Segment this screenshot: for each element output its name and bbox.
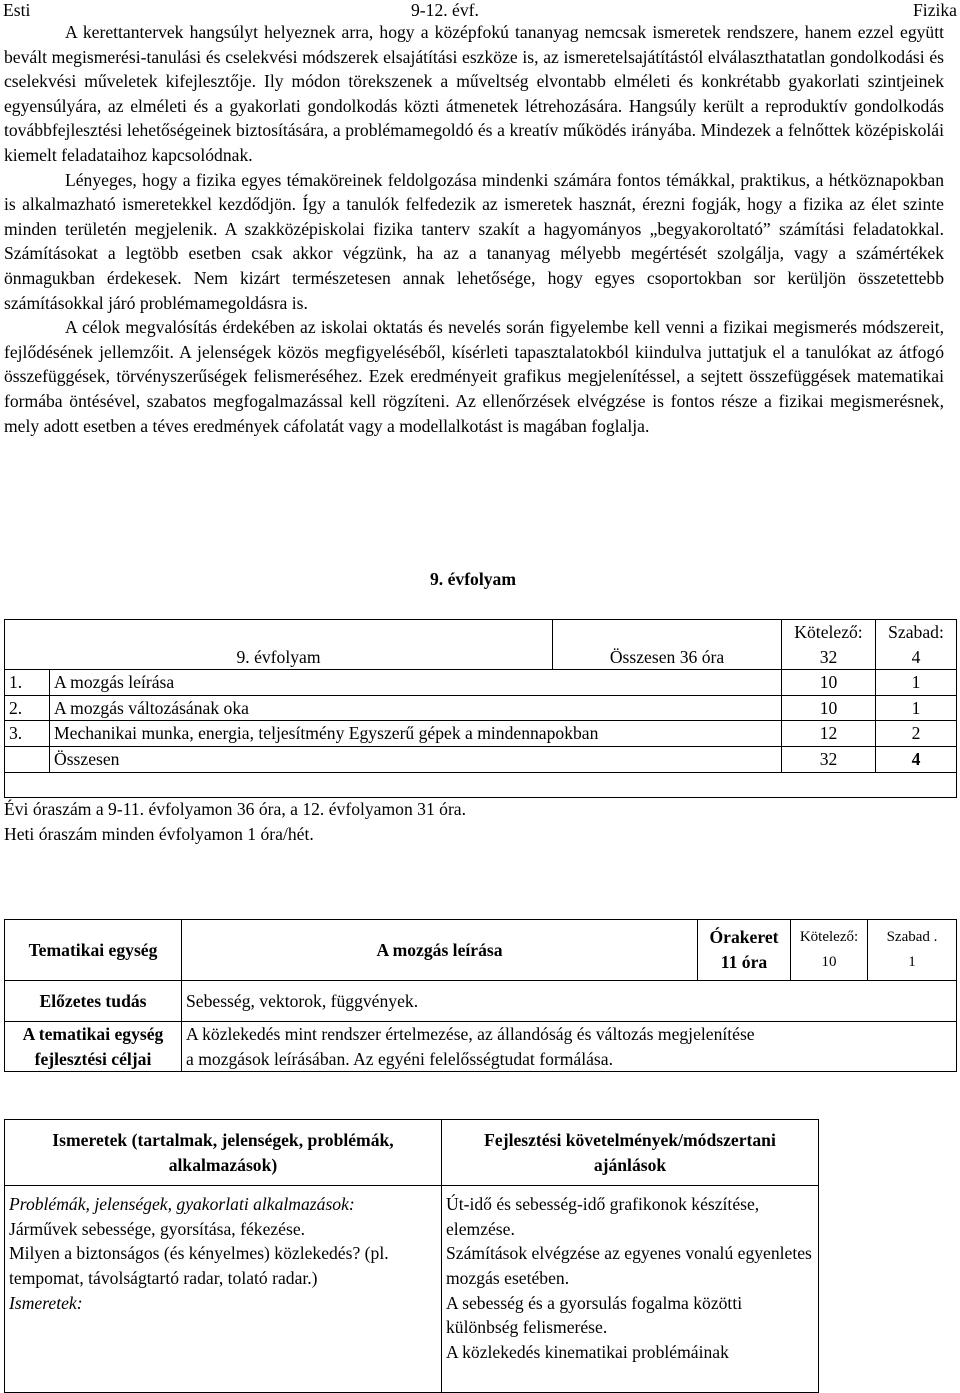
paragraph: Lényeges, hogy a fizika egyes témaköreinek feldolgozása mindenki számára fontos témákkal, praktikus, a hétköznapokban is alkalmazható ismeretekkel kezdődjön. Így a tanulók felfedezik az ismeretek hasznát, érezni fogják, hogy a fizika az élet szinte minden területén megjelenik. A szakközépiskolai fizika tanterv szakít a hagyományos „begyakoroltató” számítási feladatokkal. Számításokat a legtöbb esetben csak akkor végzünk, ha az a tananyag mélyebb megértését szolgálja, vagy a számértékek önmagukban érdekesek. Nem kizárt természetesen annak lehetősége, hogy egyes csoportokban sor kerüljön összetettebb számításokkal járó problémamegoldásra is.: [4, 169, 944, 313]
col1-content: Problémák, jelenségek, gyakorlati alkalmazások: Járművek sebessége, gyorsítása, fékezése. Milyen a biztonságos (és kényelmes) közlekedés? (pl. tempomat, távolságtartó radar, tolató radar.) Ismeretek:: [5, 1186, 442, 1393]
prior-row: [5, 981, 957, 1022]
hours-cell: Órakeret 11 óra: [698, 920, 791, 981]
grade-cell: 9. évfolyam: [5, 620, 553, 670]
notes: [4, 797, 466, 846]
section-title: 9. évfolyam: [430, 569, 516, 589]
header-middle: 9-12. évf.: [411, 0, 479, 20]
unit-table: [4, 919, 957, 1072]
note-line: Heti óraszám minden évfolyamon 1 óra/hét.: [4, 823, 314, 844]
mandatory-cell: Kötelező: 10: [791, 920, 868, 981]
hours-table-header: [5, 620, 957, 670]
table-row: 2. A mozgás változásának oka 10 1: [5, 695, 957, 721]
content-row: [5, 1186, 819, 1393]
sum-row: Összesen 32 4: [5, 746, 957, 772]
hours-table: [4, 619, 957, 798]
col1-header: Ismeretek (tartalmak, jelenségek, problémák, alkalmazások): [5, 1120, 442, 1186]
paragraph: A kerettantervek hangsúlyt helyeznek arra, hogy a középfokú tananyag nemcsak ismeretek rendszere, hanem ezzel együtt bevált megismerési-tanulási és cselekvési módszerek elsajátítási eszköze is, az ismeretelsajátítástól elválaszthatatlan gondolkodási és cselekvési műveletek kifejlesztője. Ily módon törekszenek a műveltség elvontabb elméleti és konkrétabb gyakorlati szintjeinek egyensúlyára, az elméleti és a gyakorlati gondolkodás közti átmenetek létrehozására. Hangsúly került a reproduktív gondolkodás továbbfejlesztési lehetőségeinek biztosítására, a problémamegoldó és a kreatív működés irányába. Mindezek a felnőttek középiskolái kiemelt feladataihoz kapcsolódnak.: [4, 22, 944, 165]
total-cell: Összesen 36 óra: [553, 620, 782, 670]
unit-label: Tematikai egység: [5, 920, 182, 981]
prior-label: Előzetes tudás: [5, 981, 182, 1022]
free-cell: Szabad . 1: [868, 920, 957, 981]
intro-text: [4, 20, 944, 438]
content-header-row: [5, 1120, 819, 1186]
header-left: Esti: [3, 0, 31, 20]
mandatory-header-cell: Kötelező: 32: [782, 620, 876, 670]
header-right: Fizika: [913, 0, 957, 20]
goals-value: A közlekedés mint rendszer értelmezése, az állandóság és változás megjelenítése a mozgások leírásában. Az egyéni felelősségtudat formálása.: [182, 1022, 957, 1072]
empty-row: [5, 772, 957, 797]
paragraph: A célok megvalósítás érdekében az iskolai oktatás és nevelés során figyelembe kell venni a fizikai megismerés módszereit, fejlődésének jellemzőit. A jelenségek közös megfigyeléséből, kísérleti tapasztalatokból kiindulva juttatjuk el a tanulókat az átfogó összefüggések, törvényszerűségek felismeréséhez. Ezek eredményeit grafikus megjelenítéssel, a sejtett összefüggések matematikai formába öntésével, szabatos megfogalmazással kell rögzíteni. Az ellenőrzések elvégzése is fontos része a fizikai megismerésnek, mely adott esetben a téves eredmények cáfolatát vagy a modellalkotást is magában foglalja.: [4, 317, 944, 436]
goals-label: A tematikai egység fejlesztési céljai: [5, 1022, 182, 1072]
col2-header: Fejlesztési követelmények/módszertani ajánlások: [442, 1120, 819, 1186]
unit-row: [5, 920, 957, 981]
free-header-cell: Szabad: 4: [876, 620, 957, 670]
goals-row: [5, 1022, 957, 1072]
table-row: 1. A mozgás leírása 10 1: [5, 670, 957, 696]
col2-content: Út-idő és sebesség-idő grafikonok készítése, elemzése. Számítások elvégzése az egyenes vonalú egyenletes mozgás esetében. A sebesség és a gyorsulás fogalma közötti különbség felismerése. A közlekedés kinematikai problémáinak: [442, 1186, 819, 1393]
prior-value: Sebesség, vektorok, függvények.: [182, 981, 957, 1022]
table-row: 3. Mechanikai munka, energia, teljesítmény Egyszerű gépek a mindennapokban 12 2: [5, 721, 957, 747]
unit-title: A mozgás leírása: [182, 920, 698, 981]
content-table: [4, 1119, 819, 1393]
note-line: Évi óraszám a 9-11. évfolyamon 36 óra, a 12. évfolyamon 31 óra.: [4, 799, 467, 819]
